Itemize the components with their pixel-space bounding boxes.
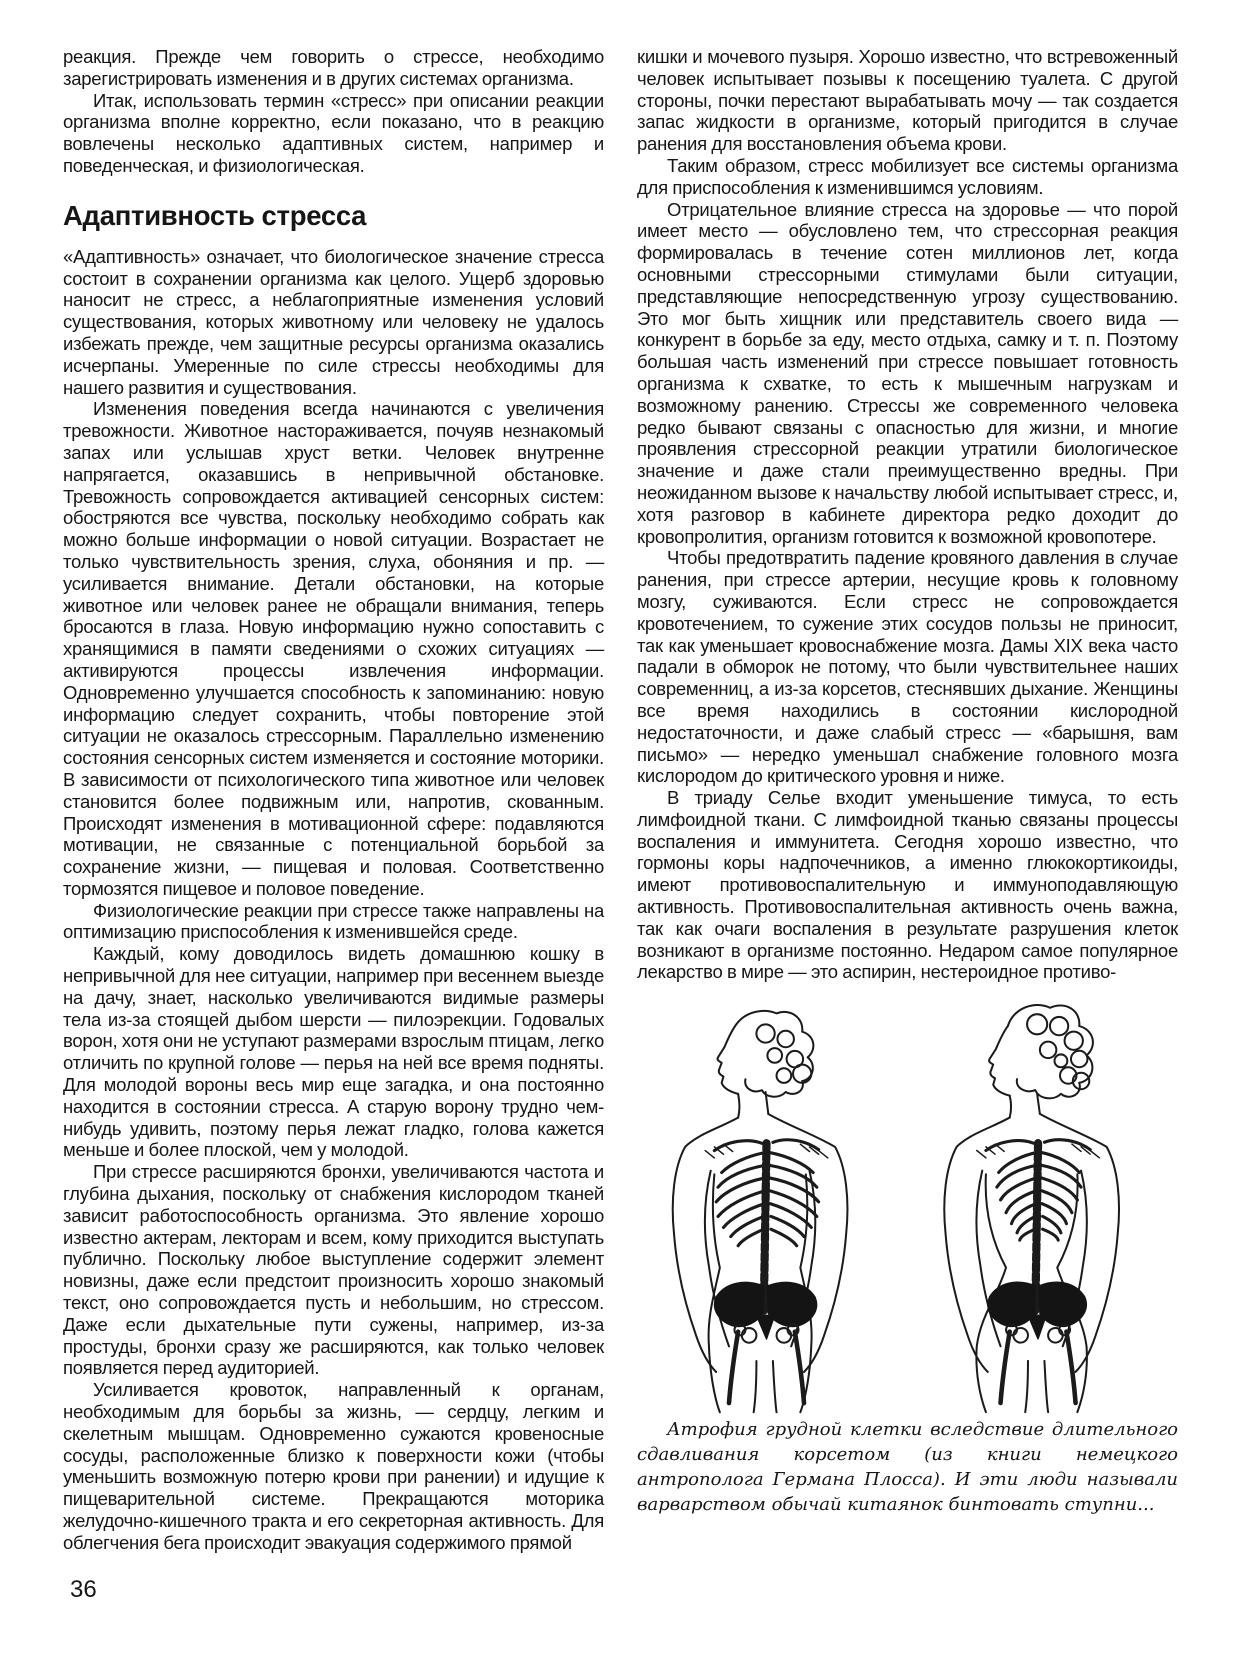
paragraph: Итак, использовать термин «стресс» при описании реакции организма вполне корректно, если показано, что в реакцию вовлечены несколько адаптивных систем, например и поведенческая, и физиологическая.	[63, 89, 604, 176]
figure-corseted-woman	[944, 1005, 1119, 1412]
two-women-skeleton-corset-engraving-illustration	[648, 993, 1168, 1417]
paragraph: «Адаптивность» означает, что биологическое значение стресса состоит в сохранении организма как целого. Ущерб здоровью наносит не стресс, а неблагоприятные изменения условий существования, которых животному или человеку не удалось избежать прежде, чем защитные ресурсы организма оказались исчерпаны. Умеренные по силе стрессы необходимы для нашего развития и существования.	[63, 245, 604, 398]
figure-normal-woman	[672, 1011, 847, 1412]
paragraph: кишки и мочевого пузыря. Хорошо известно, что встревоженный человек испытывает позывы к посещению туалета. С другой стороны, почки перестают вырабатывать мочу — так создается запас жидкости в организме, который пригодится в случае ранения для восстановления объема крови.	[637, 46, 1178, 155]
paragraph: Отрицательное влияние стресса на здоровье — что порой имеет место — обусловлено тем, что стрессорная реакция формировалась в течение сотен миллионов лет, когда основными стрессорными стимулами были ситуации, представляющие непосредственную угрозу существованию. Это мог быть хищник или представитель своего вида — конкурент в борьбе за еду, место отдыха, самку и т. п. Поэтому большая часть изменений при стрессе повышает готовность организма к схватке, то есть к мышечным нагрузкам и возможному ранению. Стрессы же современного человека редко бывают связаны с опасностью для жизни, и многие проявления стрессорной реакции утратили биологическое значение и даже стали преимущественно вредны. При неожиданном вызове к начальству любой испытывает стресс, и, хотя разговор в кабинете директора редко доходит до кровопролития, организм готовится к возможной кровопотере.	[637, 198, 1178, 547]
paragraph: Чтобы предотвратить падение кровяного давления в случае ранения, при стрессе артерии, несущие кровь к головному мозгу, суживаются. Если стресс не сопровождается кровотечением, то сужение этих сосудов пользы не приносит, так как уменьшает кровоснабжение мозга. Дамы XIX века часто падали в обморок не потому, что были чувствительнее наших современниц, а из-за корсетов, стеснявших дыхание. Женщины все время находились в состоянии кислородной недостаточности, и даже слабый стресс — «барышня, вам письмо» — нередко уменьшал снабжение головного мозга кислородом до критического уровня и ниже.	[637, 547, 1178, 787]
figure-caption: Атрофия грудной клетки вследствие длительного сдавливания корсетом (из книги немецкого антрополога Германа Плосса). И эти люди называли варварством обычай китаянок бинтовать ступни...	[637, 1419, 1178, 1516]
paragraph: Каждый, кому доводилось видеть домашнюю кошку в непривычной для нее ситуации, например при весеннем выезде на дачу, знает, насколько увеличиваются видимые размеры тела из-за стоящей дыбом шерсти — пилоэрекции. Годовалых ворон, хотя они не уступают размерами взрослым птицам, легко отличить по крупной голове — перья на ней все время подняты. Для молодой вороны весь мир еще загадка, и она постоянно находится в состоянии стресса. А старую ворону трудно чем-нибудь удивить, поэтому перья лежат гладко, голова кажется меньше и более плоской, чем у молодой.	[63, 943, 604, 1161]
paragraph: Усиливается кровоток, направленный к органам, необходимым для борьбы за жизнь, — сердцу, легким и скелетным мышцам. Одновременно сужаются кровеносные сосуды, расположенные близко к поверхности кожи (чтобы уменьшить возможную потерю крови при ранении) и идущие к пищеварительной системе. Прекращаются моторика желудочно-кишечного тракта и его секреторная активность. Для облегчения бега происходит эвакуация содержимого прямой	[63, 1379, 604, 1553]
section-heading: Адаптивность стресса	[63, 199, 367, 231]
paragraph: В триаду Селье входит уменьшение тимуса, то есть лимфоидной ткани. С лимфоидной тканью связаны процессы воспаления и иммунитета. Сегодня хорошо известно, что гормоны коры надпочечников, а именно глюкокортикоиды, имеют противовоспалительную и иммуноподавляющую активность. Противовоспалительная активность очень важна, так как очаги воспаления в результате разрушения клеток возникают в организме постоянно. Недаром самое популярное лекарство в мире — это аспирин, нестероидное противо-	[637, 787, 1178, 983]
paragraph: Физиологические реакции при стрессе также направлены на оптимизацию приспособления к изменившейся среде.	[63, 899, 604, 943]
paragraph: Изменения поведения всегда начинаются с увеличения тревожности. Животное настораживается, почуяв незнакомый запах или услышав хруст ветки. Человек внутренне напрягается, оказавшись в непривычной обстановке. Тревожность сопровождается активацией сенсорных систем: обостряются все чувства, поскольку необходимо собрать как можно больше информации о новой ситуации. Возрастает не только чувствительность зрения, слуха, обоняния и пр. — усиливается внимание. Детали обстановки, на которые животное или человек ранее не обращали внимания, теперь бросаются в глаза. Новую информацию нужно сопоставить с хранящимися в памяти сведениями о схожих ситуациях — активируются процессы извлечения информации. Одновременно улучшается способность к запоминанию: новую информацию следует сохранить, чтобы повторение этой ситуации не оказалось стрессорным. Параллельно изменению состояния сенсорных систем изменяется и состояние моторики. В зависимости от психологического типа животное или человек становится более подвижным или, напротив, скованным. Происходят изменения в мотивационной сфере: подавляются мотивации, не связанные с потенциальной борьбой за сохранение жизни, — пищевая и половая. Соответственно тормозятся пищевое и половое поведение.	[63, 398, 604, 899]
figure	[637, 993, 1178, 1417]
paragraph: При стрессе расширяются бронхи, увеличиваются частота и глубина дыхания, поскольку от снабжения кислородом тканей зависит работоспособность организма. Это явление хорошо известно актерам, лекторам и всем, кому приходится выступать публично. Поскольку любое выступление содержит элемент новизны, даже если предстоит произносить хорошо знакомый текст, оно сопровождается пусть и небольшим, но стрессом. Даже если дыхательные пути сужены, например, из-за простуды, бронхи сразу же расширяются, как только человек появляется перед аудиторией.	[63, 1161, 604, 1379]
right-column	[637, 46, 1178, 1517]
paragraph: Таким образом, стресс мобилизует все системы организма для приспособления к изменившимся условиям.	[637, 154, 1178, 198]
paragraph: реакция. Прежде чем говорить о стрессе, необходимо зарегистрировать изменения и в других системах организма.	[63, 46, 604, 89]
page-number: 36	[70, 1576, 97, 1603]
left-column	[63, 46, 604, 1554]
